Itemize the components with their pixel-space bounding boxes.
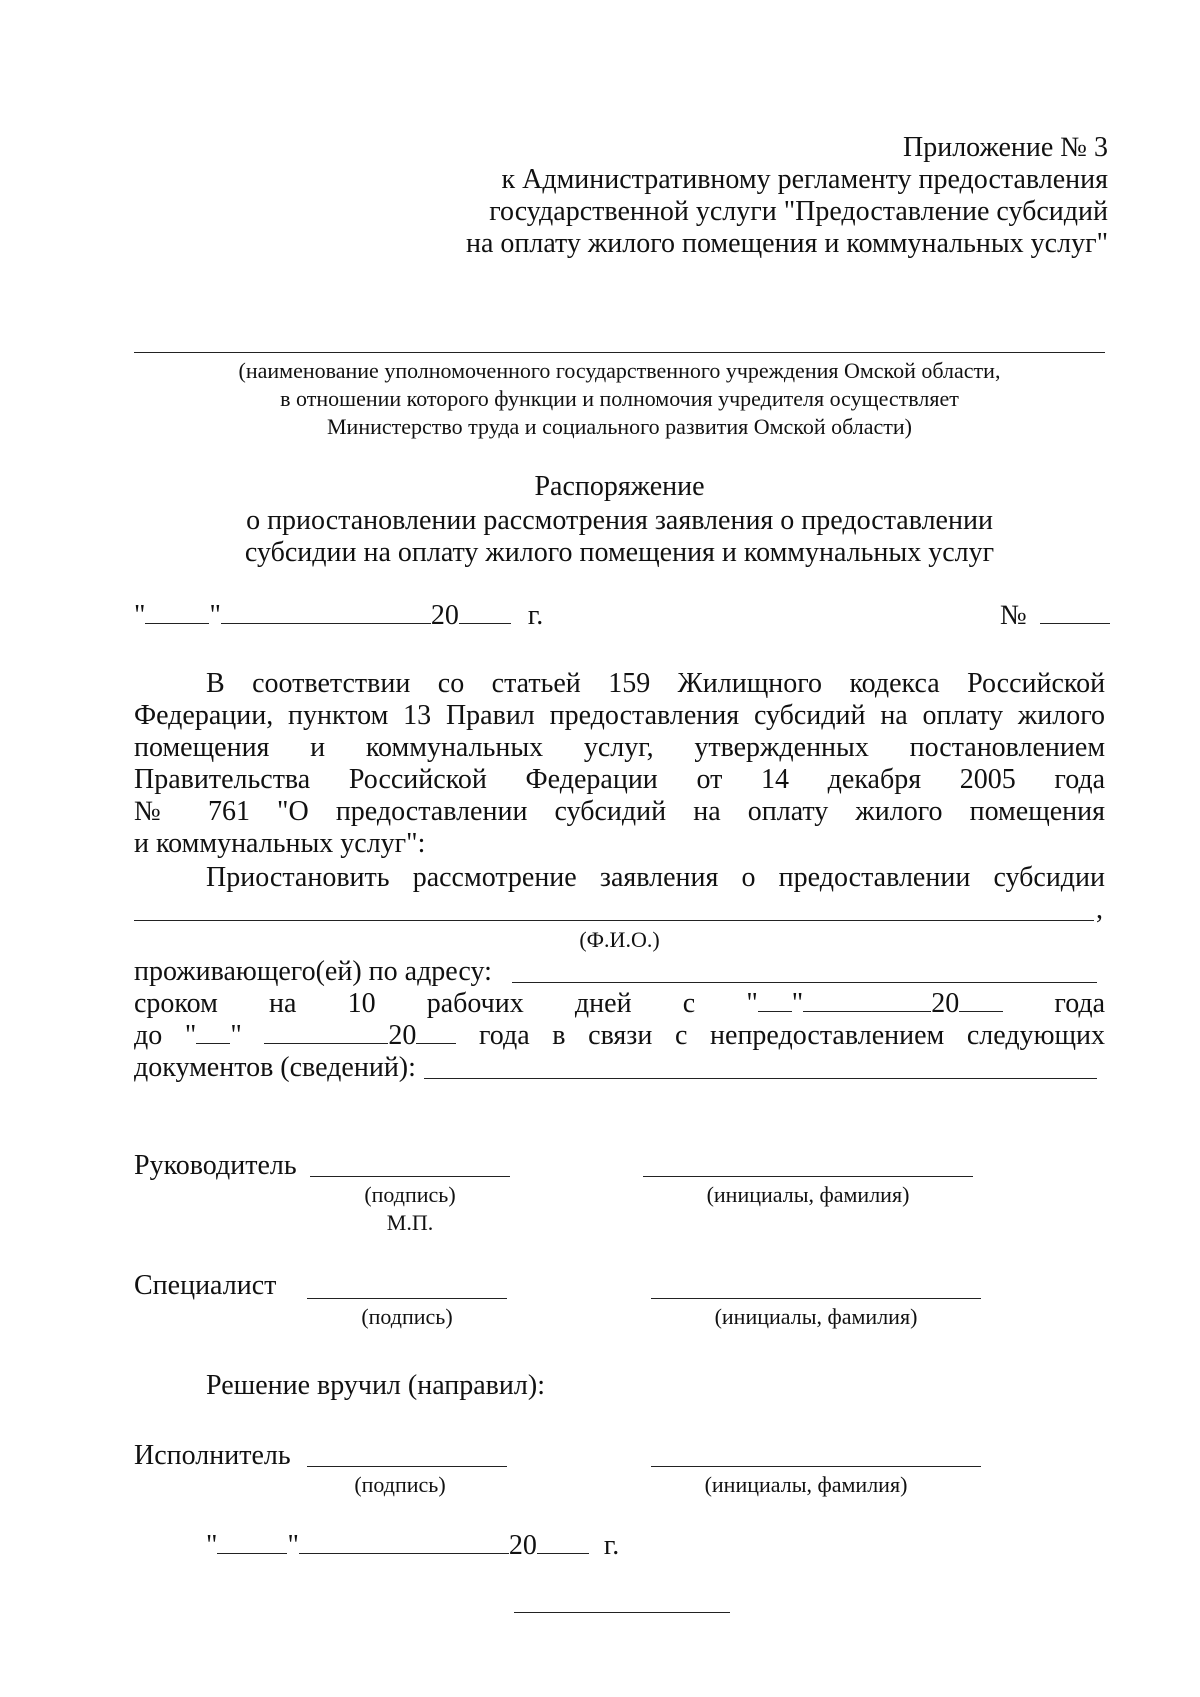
appendix-title: Приложение № 3 [903, 132, 1108, 163]
word: связи [588, 1020, 653, 1051]
term-line [134, 988, 1105, 1020]
head-signature-field[interactable] [310, 1176, 510, 1177]
word: жилого [855, 796, 943, 827]
word: "О [277, 796, 309, 827]
word: года [1054, 764, 1106, 795]
word: соответствии [252, 668, 411, 699]
word: на [268, 988, 297, 1019]
word: Российской [967, 668, 1106, 699]
month-field[interactable] [221, 601, 431, 624]
executor-names-caption: (инициалы, фамилия) [704, 1472, 908, 1497]
head-label: Руководитель [134, 1150, 297, 1181]
executor-signature-caption: (подпись) [354, 1472, 446, 1497]
word: со [437, 668, 465, 699]
paragraph-1-line-2: Федерации, пунктом 13 Правил предоставления субсидий на оплату жилого [134, 700, 1105, 731]
word: предоставлении [335, 796, 528, 827]
word: Правительства [134, 764, 311, 795]
word: рассмотрение [412, 862, 577, 893]
institution-caption-line-1: (наименование уполномоченного государственного учреждения Омской области, [238, 358, 1001, 383]
word: заявления [599, 862, 719, 893]
head-signature-caption: (подпись) [364, 1182, 456, 1207]
word: Жилищного [677, 668, 823, 699]
fio-field[interactable] [134, 920, 1094, 921]
word: на [693, 796, 721, 827]
quote-close: " [209, 600, 221, 631]
word: непредоставлением [710, 1020, 945, 1051]
word: дней [574, 988, 632, 1019]
document-subtitle-line-1: о приостановлении рассмотрения заявления о предоставлении [246, 505, 993, 536]
address-field[interactable] [512, 982, 1097, 983]
word: года [1054, 988, 1106, 1019]
final-day-field[interactable] [217, 1531, 287, 1554]
word: № [134, 796, 181, 827]
fio-comma: , [1096, 894, 1103, 925]
head-names-caption: (инициалы, фамилия) [706, 1182, 910, 1207]
institution-caption-line-3: Министерство труда и социального развития Омской области) [326, 414, 913, 439]
executor-label: Исполнитель [134, 1440, 291, 1471]
number-field[interactable] [1040, 601, 1110, 624]
until-month-field[interactable] [264, 1021, 388, 1044]
paragraph-2-line-1 [206, 862, 1105, 894]
closing-divider [514, 1612, 730, 1613]
word: 14 [761, 764, 789, 795]
executor-signature-field[interactable] [307, 1466, 507, 1467]
word: утвержденных [694, 732, 869, 763]
number-label: № [1000, 600, 1027, 631]
specialist-label: Специалист [134, 1270, 277, 1301]
specialist-signature-field[interactable] [307, 1298, 507, 1299]
word: 761 [207, 796, 250, 827]
day-field[interactable] [145, 601, 209, 624]
final-date-line: " " 20 г. [206, 1530, 620, 1561]
date-line [134, 600, 543, 632]
final-year-field[interactable] [537, 1531, 589, 1554]
word: 159 [608, 668, 651, 699]
appendix-line-2: к Административному регламенту предоставления [501, 164, 1108, 195]
stamp-label: М.П. [386, 1210, 434, 1235]
appendix-line-3: государственной услуги "Предоставление субсидий [489, 196, 1108, 227]
until-day-field[interactable] [196, 1021, 230, 1044]
term-start-month-field[interactable] [803, 989, 931, 1012]
word: оплату [747, 796, 829, 827]
word: статьей [491, 668, 581, 699]
year-field[interactable] [459, 601, 511, 624]
document-subtitle-line-2: субсидии на оплату жилого помещения и коммунальных услуг [244, 537, 995, 568]
until-line [134, 1020, 1105, 1052]
word: коммунальных [365, 732, 544, 763]
until-month-year: 20 [264, 1020, 456, 1051]
word: Федерации [525, 764, 658, 795]
number-line [1000, 600, 1110, 632]
address-label: проживающего(ей) по адресу: [134, 956, 492, 987]
word: о [741, 862, 756, 893]
word: рабочих [426, 988, 524, 1019]
year-prefix: 20 [430, 600, 459, 631]
final-month-field[interactable] [299, 1531, 509, 1554]
specialist-names-field[interactable] [651, 1298, 981, 1299]
until-year-field[interactable] [416, 1021, 456, 1044]
documents-label: документов (сведений): [134, 1052, 416, 1083]
word: предоставлении [778, 862, 971, 893]
word: Приостановить [206, 862, 390, 893]
institution-name-field[interactable] [134, 352, 1105, 353]
quote-open: " [134, 600, 146, 631]
head-names-field[interactable] [643, 1176, 973, 1177]
fio-caption: (Ф.И.О.) [579, 927, 660, 952]
word: постановлением [909, 732, 1106, 763]
term-date: " " 20 [746, 988, 1003, 1019]
term-start-day-field[interactable] [758, 989, 792, 1012]
word: помещения [969, 796, 1106, 827]
paragraph-1-line-4 [134, 764, 1105, 796]
word: В [206, 668, 225, 699]
word: субсидии [993, 862, 1106, 893]
word: декабря [827, 764, 922, 795]
word: 2005 [959, 764, 1016, 795]
word: с [674, 1020, 688, 1051]
word: помещения [134, 732, 270, 763]
word: в [552, 1020, 566, 1051]
executor-names-field[interactable] [651, 1466, 981, 1467]
word: от [696, 764, 723, 795]
institution-caption-line-2: в отношении которого функции и полномочия учредителя осуществляет [280, 386, 959, 411]
word: 10 [347, 988, 376, 1019]
paragraph-1-line-3 [134, 732, 1105, 764]
delivered-label: Решение вручил (направил): [206, 1370, 545, 1401]
until-date: до " " [134, 1020, 242, 1051]
paragraph-1-line-5 [134, 796, 1105, 828]
documents-field[interactable] [424, 1078, 1097, 1079]
specialist-signature-caption: (подпись) [361, 1304, 453, 1329]
specialist-names-caption: (инициалы, фамилия) [714, 1304, 918, 1329]
word: субсидий [554, 796, 667, 827]
word: сроком [134, 988, 218, 1019]
year-suffix: г. [527, 600, 544, 631]
word: следующих [966, 1020, 1106, 1051]
word: и [310, 732, 326, 763]
word: Российской [348, 764, 487, 795]
term-start-year-field[interactable] [959, 989, 1003, 1012]
paragraph-1-line-1 [206, 668, 1105, 700]
word: года [479, 1020, 530, 1051]
word: кодекса [849, 668, 940, 699]
document-title: Распоряжение [534, 471, 705, 502]
appendix-line-4: на оплату жилого помещения и коммунальных услуг" [465, 228, 1108, 259]
word: услуг, [583, 732, 654, 763]
paragraph-1-line-6: и коммунальных услуг": [134, 828, 426, 859]
word: с [682, 988, 696, 1019]
